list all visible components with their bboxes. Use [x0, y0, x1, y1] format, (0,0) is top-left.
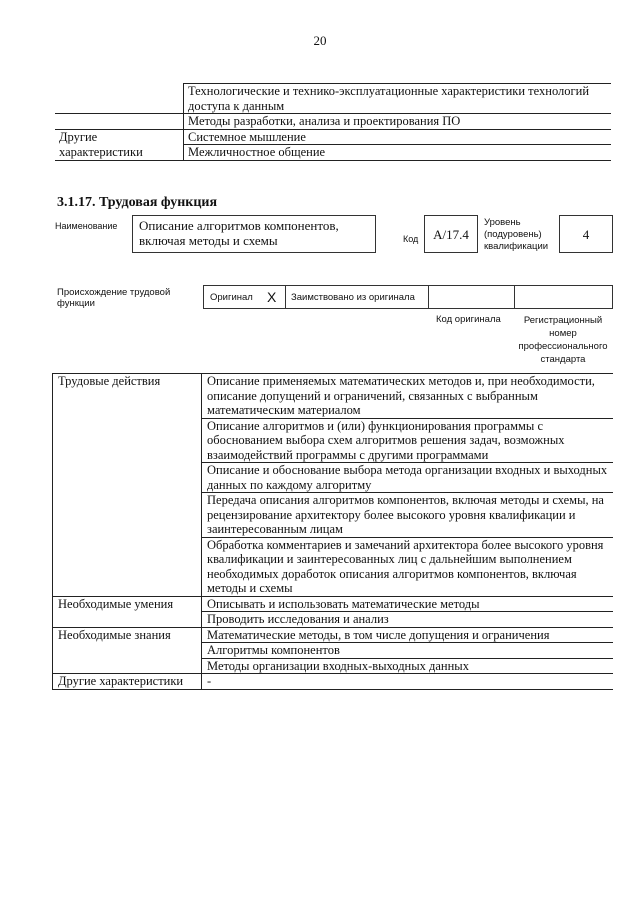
- origin-original-label: Оригинал: [210, 292, 253, 303]
- section-item: Обработка комментариев и замечаний архитектора более высокого уровня квалификации и заинтересованных лиц с дальнейшим выполнением необходимых доработок описания алгоритмов компонентов, включая методы и схемы: [202, 537, 614, 596]
- origin-reg-caption: Регистрационный номер профессионального стандарта: [518, 315, 608, 365]
- table-row: [55, 129, 611, 145]
- function-details-table: [52, 373, 613, 690]
- origin-original-mark: X: [267, 289, 277, 305]
- table-row: [53, 374, 614, 419]
- level-value: 4: [559, 215, 613, 253]
- origin-borrowed-cell: [286, 286, 429, 308]
- row-label: [55, 114, 184, 130]
- section-label: Необходимые знания: [53, 627, 202, 674]
- section-item: Описание и обоснование выбора метода организации входных и выходных данных по каждому алгоритму: [202, 463, 614, 493]
- section-item: Методы организации входных-выходных данных: [202, 658, 614, 674]
- origin-borrowed-label: Заимствовано из оригинала: [291, 292, 415, 303]
- level-label-line: Уровень: [484, 217, 521, 228]
- origin-code-cell: [429, 286, 515, 308]
- row-value: Системное мышление: [184, 129, 612, 145]
- code-value: A/17.4: [424, 215, 478, 253]
- row-label: характеристики: [55, 145, 184, 161]
- section-item: Передача описания алгоритмов компонентов, включая методы и схемы, на рецензирование архитектору более высокого уровня квалификации и заинтересованным лицам: [202, 493, 614, 538]
- origin-reg-cell: [515, 286, 612, 308]
- section-label: Трудовые действия: [53, 374, 202, 597]
- section-title: 3.1.17. Трудовая функция: [57, 195, 218, 210]
- code-label: Код: [403, 234, 419, 244]
- name-value: Описание алгоритмов компонентов, включая методы и схемы: [132, 215, 376, 253]
- row-label: [55, 84, 184, 114]
- row-label: Другие: [55, 129, 184, 145]
- origin-row: [203, 285, 613, 309]
- section-item: Описывать и использовать математические методы: [202, 596, 614, 612]
- origin-label: Происхождение трудовой функции: [57, 287, 171, 309]
- section-item: Описание алгоритмов и (или) функционирования программы с обоснованием выбора схем алгоритмов решения задач, возможных взаимодействий программы с другими программами: [202, 418, 614, 463]
- section-item: Описание применяемых математических методов и, при необходимости, описание допущений и ограничений, связанных с выбранным математическим материалом: [202, 374, 614, 419]
- row-value: Межличностное общение: [184, 145, 612, 161]
- table-row: [53, 627, 614, 643]
- table-row: [55, 114, 611, 130]
- origin-code-caption: Код оригинала: [436, 314, 501, 325]
- section-item: Математические методы, в том числе допущения и ограничения: [202, 627, 614, 643]
- table-row: [55, 84, 611, 114]
- table-row: [53, 596, 614, 612]
- origin-original-cell: [204, 286, 286, 308]
- page-number: 20: [313, 33, 327, 48]
- level-label: [484, 217, 548, 253]
- section-label: Необходимые умения: [53, 596, 202, 627]
- section-item: Проводить исследования и анализ: [202, 612, 614, 628]
- continuation-table: [55, 83, 611, 161]
- row-value: Методы разработки, анализа и проектирования ПО: [184, 114, 612, 130]
- table-row: [55, 145, 611, 161]
- level-label-line: квалификации: [484, 241, 549, 252]
- section-item: -: [202, 674, 614, 690]
- table-row: [53, 674, 614, 690]
- section-item: Алгоритмы компонентов: [202, 643, 614, 659]
- row-value: Технологические и технико-эксплуатационные характеристики технологий доступа к данным: [184, 84, 612, 114]
- level-label-line: (подуровень): [484, 229, 542, 240]
- section-label: Другие характеристики: [53, 674, 202, 690]
- name-label: Наименование: [55, 221, 118, 231]
